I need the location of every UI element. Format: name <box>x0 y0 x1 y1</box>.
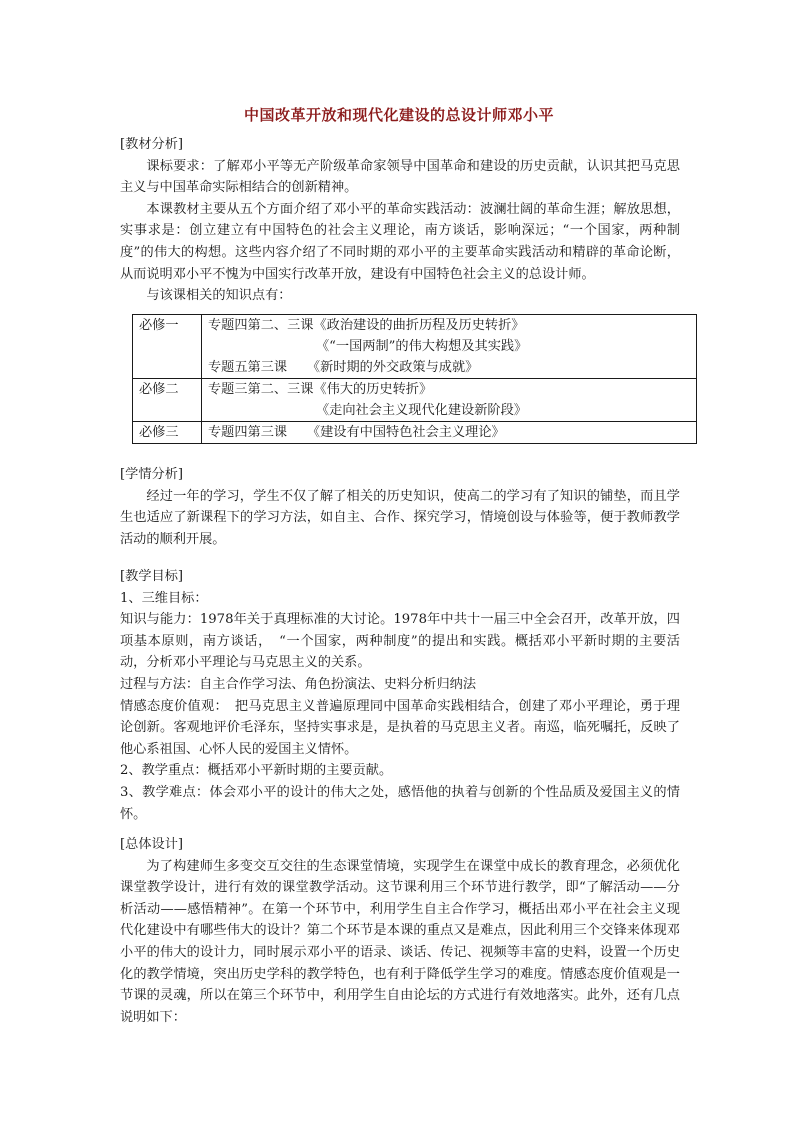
section-student-analysis <box>120 464 680 550</box>
paragraph: 情感态度价值观： 把马克思主义普遍原理同中国革命实践相结合，创建了邓小平理论，勇于理论创新。客观地评价毛泽东，坚持实事求是，是执着的马克思主义者。南巡，临死嘱托，反映了他心系祖国、心怀人民的爱国主义情怀。 <box>120 698 680 757</box>
table-line: 《走向社会主义现代化建设新阶段》 <box>316 403 527 418</box>
section-textbook-analysis <box>120 134 680 307</box>
table-cell-content <box>202 315 697 379</box>
table-cell-label: 必修二 <box>133 379 202 422</box>
section-heading: [总体设计] <box>120 837 184 852</box>
table-line: 《“一国两制”的伟大构想及其实践》 <box>316 339 528 354</box>
table-line: 专题四第三课 《建设有中国特色社会主义理论》 <box>208 425 505 440</box>
section-heading: [学情分析] <box>120 467 184 482</box>
table-cell-label: 必修一 <box>133 315 202 379</box>
table-row <box>133 422 697 444</box>
paragraph: 课标要求：了解邓小平等无产阶级革命家领导中国革命和建设的历史贡献，认识其把马克思主义与中国革命实际相结合的创新精神。 <box>120 158 680 196</box>
table-line: 专题四第二、三课《政治建设的曲折历程及历史转折》 <box>208 318 525 333</box>
section-heading: [教材分析] <box>120 137 184 152</box>
knowledge-points-table <box>132 314 697 444</box>
paragraph: 过程与方法：自主合作学习法、角色扮演法、史料分析归纳法 <box>120 676 477 692</box>
table-cell-content <box>202 379 697 422</box>
paragraph: 为了构建师生多变交互交往的生态课堂情境，实现学生在课堂中成长的教育理念，必须优化课堂教学设计，进行有效的课堂教学活动。这节课利用三个环节进行教学，即“了解活动——分析活动——感悟精神”。在第一个环节中，利用学生自主合作学习，概括出邓小平在社会主义现代化建设中有哪些伟大的设计？第二个环节是本课的重点又是难点，因此利用三个交锋来体现邓小平的伟大的设计力，同时展示邓小平的语录、谈话、传记、视频等丰富的史料，设置一个历史化的教学情境，突出历史学科的教学特色，也有利于降低学生学习的难度。情感态度价值观是一节课的灵魂，所以在第三个环节中，利用学生自由论坛的方式进行有效地落实。此外，还有几点说明如下： <box>120 858 680 1025</box>
table-line: 专题三第二、三课《伟大的历史转折》 <box>208 382 433 397</box>
table-row <box>133 379 697 422</box>
paragraph: 知识与能力：1978年关于真理标准的大讨论。1978年中共十一届三中全会召开，改革开放，四项基本原则，南方谈话， “一个国家，两种制度”的提出和实践。概括邓小平新时期的主要活动，分析邓小平理论与马克思主义的关系。 <box>120 612 680 671</box>
table-row <box>133 315 697 379</box>
paragraph: 3、教学难点：体会邓小平的设计的伟大之处，感悟他的执着与创新的个性品质及爱国主义的情怀。 <box>120 784 680 822</box>
paragraph: 本课教材主要从五个方面介绍了邓小平的革命实践活动：波澜壮阔的革命生涯；解放思想，实事求是：创立建立有中国特色的社会主义理论，南方谈话，影响深远；“一个国家，两种制度”的伟大的构想。这些内容介绍了不同时期的邓小平的主要革命实践活动和精辟的革命论断，从而说明邓小平不愧为中国实行改革开放，建设有中国特色社会主义的总设计师。 <box>120 201 680 282</box>
section-overall-design <box>120 834 680 1028</box>
section-heading: [教学目标] <box>120 569 184 584</box>
table-cell-label: 必修三 <box>133 422 202 444</box>
section-teaching-goals <box>120 566 680 825</box>
table-cell-content <box>202 422 697 444</box>
paragraph: 经过一年的学习，学生不仅了解了相关的历史知识，使高二的学习有了知识的铺垫，而且学生也适应了新课程下的学习方法，如自主、合作、探究学习，情境创设与体验等，便于教师教学活动的顺利开展。 <box>120 488 680 547</box>
paragraph: 与该课相关的知识点有： <box>146 288 292 304</box>
paragraph: 1、三维目标： <box>120 590 208 606</box>
paragraph: 2、教学重点：概括邓小平新时期的主要贡献。 <box>120 763 393 779</box>
document-title: 中国改革开放和现代化建设的总设计师邓小平 <box>243 106 554 124</box>
table-line: 专题五第三课 《新时期的外交政策与成就》 <box>208 360 479 375</box>
